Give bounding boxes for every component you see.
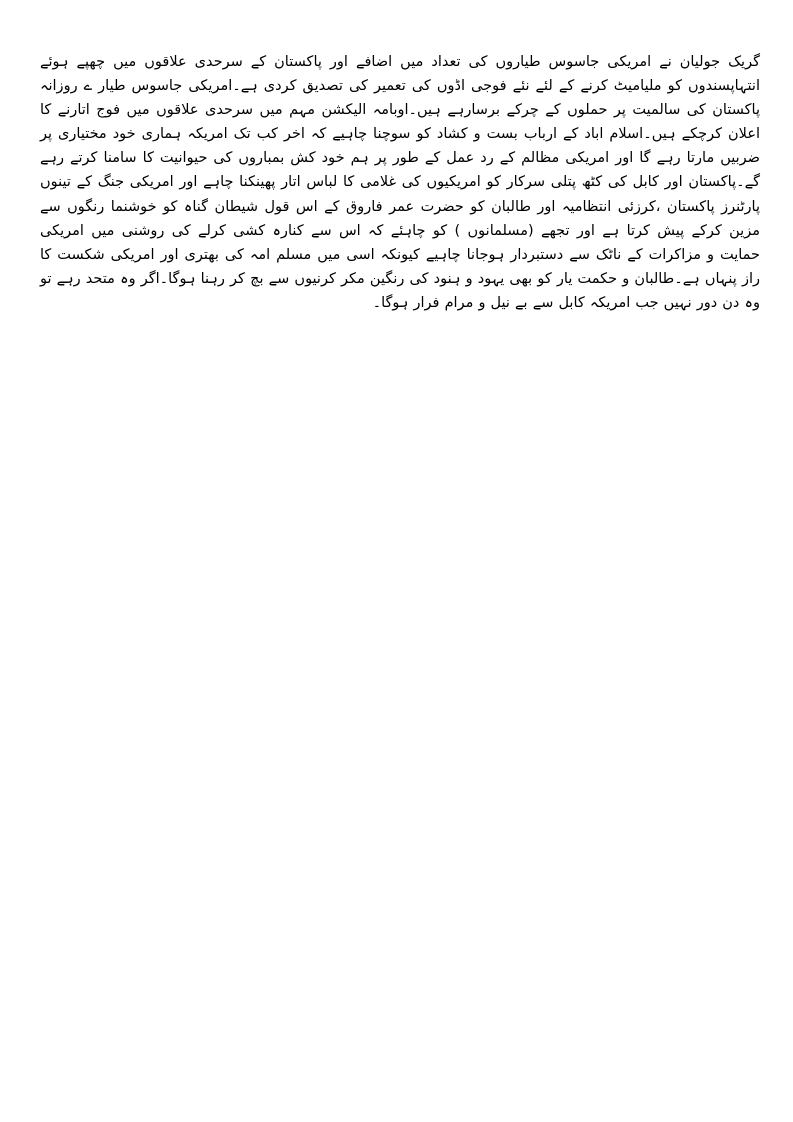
body-paragraph: گریک جولیان نے امریکی جاسوس طیاروں کی تعداد میں اضافے اور پاکستان کے سرحدی علاقوں میں چھپے ہوئے انتہاپسندوں کو ملیامیٹ کرنے کے لئے نئے فوجی اڈوں کی تعمیر کی تصدیق کردی ہے۔امریکی جاسوس طیار ے روزانہ پاکستان کی سالمیت پر حملوں کے چرکے برسارہے ہیں۔اوبامہ الیکشن مہم میں سرحدی علاقوں میں فوج اتارنے کا اعلان کرچکے ہیں۔اسلام اباد کے ارباب بست و کشاد کو سوچنا چاہیے کہ اخر کب تک امریکہ ہماری خود مختیاری پر ضربیں مارتا رہے گا اور امریکی مظالم کے رد عمل کے طور پر ہم خود کش بمباروں کی حیوانیت کا سامنا کرتے رہے گے۔پاکستان اور کابل کی کٹھ پتلی سرکار کو امریکیوں کی غلامی کا لباس اتار پھینکنا چاہے اور امریکی جنگ کے تینوں پارٹنرز پاکستان ،کرزئی انتظامیہ اور طالبان کو حضرت عمر فاروق کے اس قول شیطان گناہ کو خوشنما رنگوں سے مزین کرکے پیش کرتا ہے اور تجھے (مسلمانوں ) کو چاہئے کہ اس سے کنارہ کشی کرلے کی روشنی میں امریکی حمایت و مزاکرات کے ناٹک سے دستبردار ہوجانا چاہیے کیونکہ اسی میں مسلم امہ کی بھتری اور امریکی شکست کا راز پنہاں ہے۔طالبان و حکمت یار کو بھی یہود و ہنود کی رنگین مکر کرنیوں سے بچ کر رہنا ہوگا۔اگر وہ متحد رہے تو وہ دن دور نہیں جب امریکہ کابل سے بے نیل و مرام فرار ہوگا۔: [40, 54, 760, 311]
